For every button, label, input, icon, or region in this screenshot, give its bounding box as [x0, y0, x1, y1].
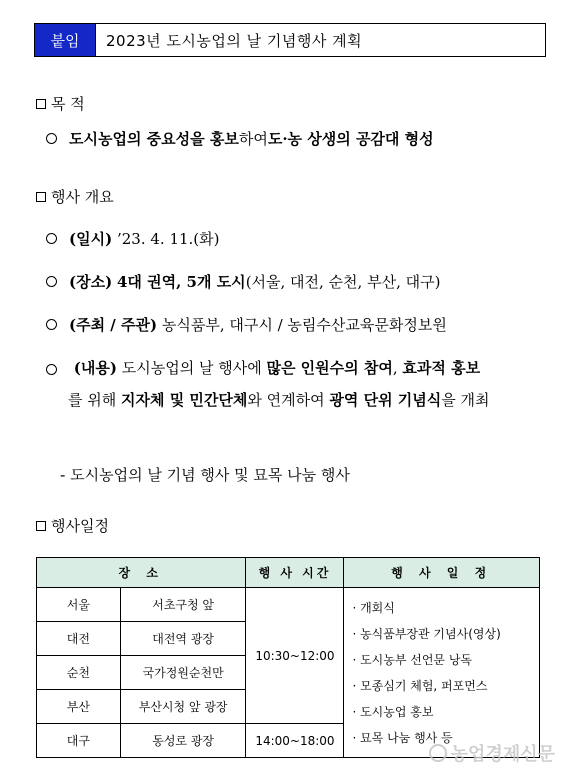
- square-bullet-icon: [36, 192, 46, 202]
- venue-cell: 부산시청 앞 광장: [120, 690, 246, 724]
- section-heading: 목 적: [51, 95, 85, 113]
- city-cell: 대전: [37, 622, 121, 656]
- bold-text: 효과적 홍보: [402, 359, 481, 377]
- document-header: [34, 23, 546, 57]
- bold-text: 4대 권역, 5개 도시: [116, 273, 246, 291]
- section-overview: [36, 186, 114, 207]
- bold-text: 도시농업의 중요성을 홍보: [69, 130, 239, 148]
- program-item: · 도시농부 선언문 낭독: [352, 652, 473, 667]
- plain-text: 도시농업의 날 행사에: [121, 359, 267, 377]
- square-bullet-icon: [36, 521, 46, 531]
- venue-cell: 서초구청 앞: [120, 588, 246, 622]
- watermark-text: 농업경제신문: [450, 744, 555, 765]
- circle-bullet-icon: [46, 233, 57, 244]
- bold-text: 많은 인원수의 참여: [266, 359, 393, 377]
- venue-cell: 대전역 광장: [120, 622, 246, 656]
- plain-text: 와 연계하여: [247, 391, 330, 409]
- watermark: [429, 740, 555, 766]
- overview-place: [46, 271, 440, 292]
- section-schedule: [36, 515, 109, 536]
- overview-sub-item: - 도시농업의 날 기념 행사 및 묘목 나눔 행사: [60, 466, 350, 484]
- section-purpose: [36, 93, 85, 114]
- venue-cell: 동성로 광장: [120, 724, 246, 758]
- item-value: ’23. 4. 11.(화): [116, 230, 220, 248]
- item-label: (장소): [69, 273, 113, 291]
- header-time: 행 사 시간: [246, 558, 344, 588]
- purpose-item: [46, 128, 434, 149]
- bold-text: 지자체 및 민간단체: [121, 391, 248, 409]
- header-program: 행 사 일 정: [344, 558, 540, 588]
- plain-text: 를 위해: [68, 391, 122, 409]
- overview-date: [46, 228, 220, 249]
- program-item: · 농식품부장관 기념사(영상): [352, 626, 501, 641]
- circle-bullet-icon: [46, 319, 57, 330]
- program-cell: [344, 588, 540, 758]
- section-heading: 행사일정: [51, 517, 109, 535]
- bold-text: 도·농 상생의 공감대 형성: [267, 130, 434, 148]
- item-label: (일시): [69, 230, 113, 248]
- circle-bullet-icon: [46, 133, 57, 144]
- program-item: · 개회식: [352, 600, 395, 615]
- item-label: (내용): [73, 359, 117, 377]
- table-header-row: [37, 558, 540, 588]
- city-cell: 순천: [37, 656, 121, 690]
- program-item: · 모종심기 체험, 퍼포먼스: [352, 678, 488, 693]
- square-bullet-icon: [36, 99, 46, 109]
- logo-icon: [429, 744, 447, 762]
- time-cell: 14:00~18:00: [246, 724, 344, 758]
- circle-bullet-icon: [46, 364, 57, 375]
- plain-text: 을 개최: [441, 391, 490, 409]
- bold-text: 광역 단위 기념식: [329, 391, 442, 409]
- overview-content: [46, 352, 556, 416]
- item-value: 농식품부, 대구시 / 농림수산교육문화정보원: [161, 316, 447, 334]
- program-item: · 도시농업 홍보: [352, 704, 434, 719]
- plain-text: (서울, 대전, 순천, 부산, 대구): [245, 273, 441, 291]
- plain-text: ,: [392, 359, 403, 377]
- item-label: (주최 / 주관): [69, 316, 158, 334]
- city-cell: 대구: [37, 724, 121, 758]
- document-title: 2023년 도시농업의 날 기념행사 계획: [106, 31, 363, 50]
- section-heading: 행사 개요: [51, 188, 114, 206]
- city-cell: 부산: [37, 690, 121, 724]
- plain-text: 하여: [238, 130, 268, 148]
- header-place: 장 소: [37, 558, 246, 588]
- schedule-table: [36, 557, 540, 758]
- circle-bullet-icon: [46, 276, 57, 287]
- table-row: [37, 588, 540, 622]
- program-item: · 묘목 나눔 행사 등: [352, 730, 453, 745]
- venue-cell: 국가정원순천만: [120, 656, 246, 690]
- city-cell: 서울: [37, 588, 121, 622]
- overview-host: [46, 314, 447, 335]
- attachment-label: 붙임: [35, 24, 96, 56]
- time-cell: 10:30~12:00: [246, 588, 344, 724]
